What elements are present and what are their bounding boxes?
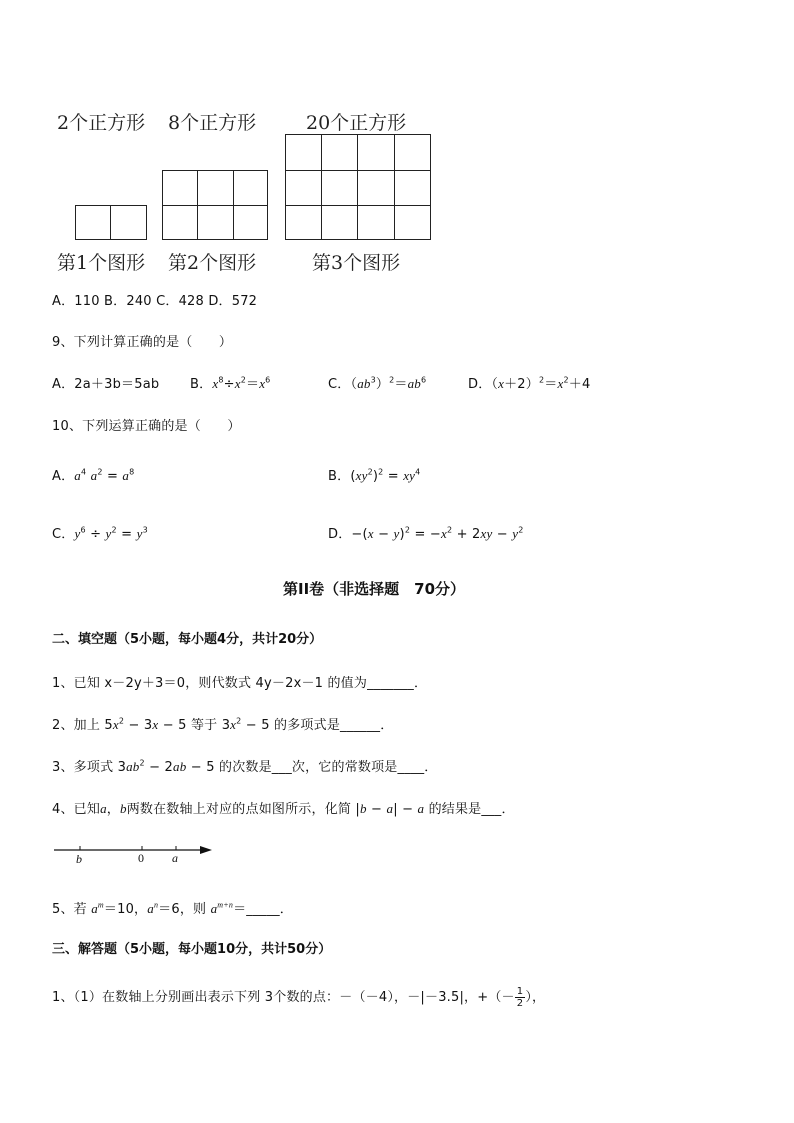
q10-option-a: A．$a^4$ $a^2 = a^8$: [52, 467, 135, 484]
q10-option-b-label: B．: [328, 469, 351, 484]
s2-q5-part-b: ＝10，: [103, 902, 148, 917]
s3-q1-part-a: 1、（1）在数轴上分别画出表示下列 3个数的点：－（－4），－|－3.5|，+（－: [52, 990, 515, 1005]
number-line-label-b: b: [76, 852, 82, 866]
s2-q4-part-c: 的结果是___．: [428, 802, 515, 817]
figure-bottom-label-1: 第1个图形: [57, 252, 146, 274]
section3-title: 三、解答题（5小题，每小题10分，共计50分）: [52, 942, 332, 957]
figure-bottom-label-2: 第2个图形: [168, 252, 257, 274]
figure-bottom-label-3: 第3个图形: [312, 252, 401, 274]
s2-q5-part-c: ＝6，则: [158, 902, 207, 917]
figure-top-label-2: 8个正方形: [168, 112, 257, 134]
q9-option-c-label: C．: [328, 377, 351, 392]
q8-options: A．110 B．240 C．428 D．572: [52, 294, 258, 309]
q9-option-b: B．$x^8\div x^2=x^6$: [190, 375, 271, 392]
fraction-one-half: [515, 986, 526, 1009]
s2-q3-part-a: 3、多项式: [52, 760, 114, 775]
s3-q1-part-b: ），: [525, 990, 546, 1005]
s2-q3: 3、多项式 $3ab^2 - 2ab - 5$ 的次数是___次，它的常数项是____．: [52, 758, 438, 775]
s2-q5-part-a: 5、若: [52, 902, 87, 917]
s2-q2-part-a: 2、加上: [52, 718, 101, 733]
q10-stem: 10、下列运算正确的是（ ）: [52, 419, 241, 434]
q10-option-c-label: C．: [52, 527, 75, 542]
number-line-label-zero: 0: [138, 851, 144, 865]
number-line: [52, 840, 214, 870]
s2-q5: 5、若 $a^m=10$，$a^n=6$，则 $a^{m+n}=\_\_\_\_\_$．: [52, 900, 293, 917]
fraction-denominator: 2: [516, 998, 524, 1009]
fraction-numerator: 1: [516, 986, 524, 997]
q10-option-a-label: A．: [52, 469, 75, 484]
s2-q2-part-c: 的多项式是______．: [274, 718, 394, 733]
q10-option-b: B．$(xy^2)^2 = xy^4$: [328, 467, 421, 484]
figure-top-label-3: 20个正方形: [306, 112, 407, 134]
q10-option-c: C．$y^6 \div y^2 = y^3$: [52, 525, 148, 542]
q10-option-d: D．$-(x - y)^2 = -x^2 + 2xy - y^2$: [328, 525, 524, 542]
q9-option-d-label: D．: [468, 377, 492, 392]
q9-option-c: C．$(ab^3)^2=ab^6$: [328, 375, 427, 392]
section2-title: 二、填空题（5小题，每小题4分，共计20分）: [52, 632, 323, 647]
s2-q2: 2、加上 $5x^2 - 3x - 5$ 等于 $3x^2 - 5$ 的多项式是______．: [52, 716, 394, 733]
s2-q4: 4、已知a，b两数在数轴上对应的点如图所示，化简 |b − a| − a 的结果是___．: [52, 801, 515, 817]
figure-top-label-1: 2个正方形: [57, 112, 146, 134]
q9-stem: 9、下列计算正确的是（ ）: [52, 335, 233, 350]
s3-q1: [52, 986, 545, 1009]
q10-option-d-label: D．: [328, 527, 352, 542]
part2-title: 第II卷（非选择题 70分）: [283, 580, 466, 598]
s2-q5-part-d: ＝_____．: [233, 902, 293, 917]
number-line-label-a: a: [172, 851, 178, 865]
q9-option-b-label: B．: [190, 377, 213, 392]
q9-option-a: A．2a＋3b＝5ab: [52, 377, 160, 392]
s2-q3-part-b: 的次数是___次，它的常数项是____．: [219, 760, 438, 775]
s2-q2-part-b: 等于: [190, 718, 218, 733]
s2-q4-part-b: 两数在数轴上对应的点如图所示，化简: [126, 802, 352, 817]
s2-q4-part-a: 4、已知: [52, 802, 101, 817]
q9-option-d: D．$(x+2)^2=x^2+4$: [468, 375, 591, 392]
s2-q1: 1、已知 x－2y＋3＝0，则代数式 4y－2x－1 的值为_______．: [52, 676, 428, 691]
